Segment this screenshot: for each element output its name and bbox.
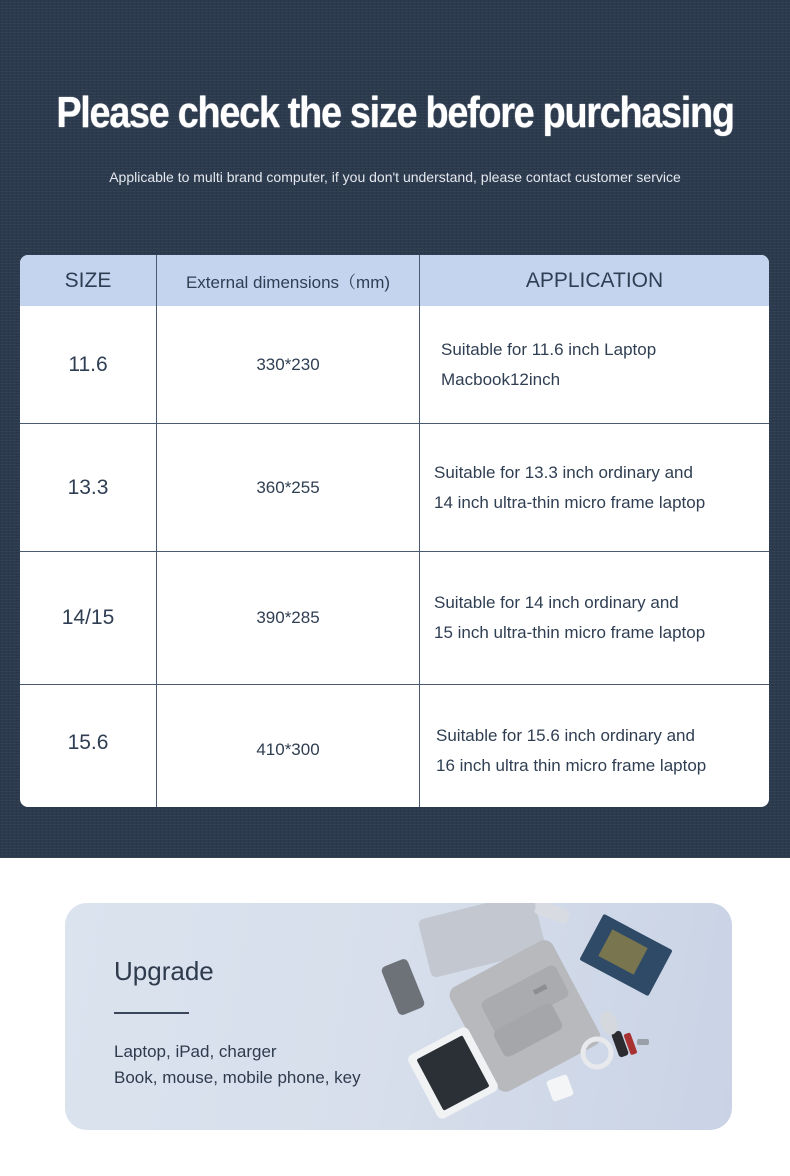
product-illustration (365, 903, 732, 1130)
key-icon (611, 1030, 649, 1058)
application-line: Suitable for 15.6 inch ordinary and (436, 726, 695, 745)
dimensions-value: 410*300 (256, 740, 320, 759)
application-line: 14 inch ultra-thin micro frame laptop (434, 492, 706, 512)
application-line: Suitable for 11.6 inch Laptop (441, 339, 657, 359)
page-subtitle: Applicable to multi brand computer, if you don't understand, please contact customer service (109, 169, 681, 185)
application-line: 15 inch ultra-thin micro frame laptop (434, 623, 706, 642)
page-title: Please check the size before purchasing (56, 88, 734, 137)
upgrade-title: Upgrade (114, 956, 214, 986)
size-value: 15.6 (67, 730, 109, 754)
upgrade-card (65, 903, 732, 1130)
application-line: Suitable for 13.3 inch ordinary and (434, 462, 693, 482)
book-icon (579, 914, 672, 997)
header-dimensions: External dimensions（mm) (185, 273, 391, 292)
application-line: 16 inch ultra thin micro frame laptop (436, 756, 707, 775)
dimensions-value: 390*285 (256, 608, 320, 627)
dimensions-value: 360*255 (256, 477, 320, 497)
application-line: Suitable for 14 inch ordinary and (434, 593, 679, 612)
size-value: 14/15 (61, 606, 115, 629)
dimensions-value: 330*230 (256, 354, 320, 374)
application-value (434, 424, 768, 551)
upgrade-line-1: Laptop, iPad, charger (114, 1042, 277, 1061)
application-value (434, 552, 768, 684)
application-value (436, 695, 768, 807)
size-table (20, 255, 769, 807)
title-underline (114, 1012, 189, 1014)
application-line: Macbook12inch (441, 369, 561, 389)
header-size: SIZE (64, 268, 112, 292)
table-header-row (20, 255, 769, 306)
upgrade-line-2: Book, mouse, mobile phone, key (114, 1068, 361, 1087)
size-value: 13.3 (67, 475, 109, 499)
size-value: 11.6 (68, 352, 108, 376)
application-value (441, 306, 761, 423)
column-divider (419, 255, 420, 807)
mobile-phone-icon (380, 958, 425, 1017)
header-application: APPLICATION (525, 268, 664, 292)
